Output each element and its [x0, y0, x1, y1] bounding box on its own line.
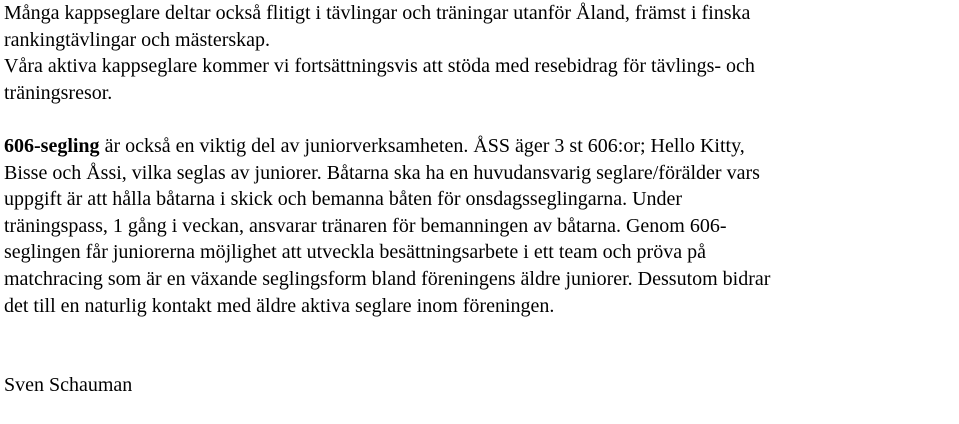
text-line: seglingen får juniorerna möjlighet att utveckla besättningsarbete i ett team och pröva på: [4, 241, 706, 264]
paragraph-spacer: [4, 346, 959, 373]
paragraph-travel-grants: [4, 53, 959, 106]
text-line: [4, 133, 959, 160]
signature: [4, 372, 959, 399]
text-line: Bisse och Åssi, vilka seglas av juniorer. Båtarna ska ha en huvudansvarig seglare/förälder vars: [4, 161, 760, 184]
paragraph-competitions: [4, 0, 959, 53]
text-line: Många kappseglare deltar också flitigt i tävlingar och träningar utanför Åland, främst i finska: [4, 2, 751, 24]
text-line: det till en naturlig kontakt med äldre aktiva seglare inom föreningen.: [4, 294, 555, 317]
text-line: Våra aktiva kappseglare kommer vi fortsättningsvis att stöda med resebidrag för tävlings- och: [4, 55, 755, 78]
document-body: [4, 0, 959, 399]
paragraph-spacer: [4, 319, 959, 346]
text-run: är också en viktig del av juniorverksamheten. ÅSS äger 3 st 606:or; Hello Kitty,: [99, 134, 745, 157]
paragraph-spacer: [4, 106, 959, 133]
signature-name: Sven Schauman: [4, 374, 133, 397]
paragraph-606-sailing: [4, 133, 959, 319]
text-line: träningspass, 1 gång i veckan, ansvarar tränaren för bemanningen av båtarna. Genom 606-: [4, 214, 727, 237]
text-line: rankingtävlingar och mästerskap.: [4, 28, 271, 51]
text-line: matchracing som är en växande seglingsform bland föreningens äldre juniorer. Dessutom bidrar: [4, 267, 771, 290]
bold-term-606-segling: 606-segling: [4, 134, 100, 157]
text-line: träningsresor.: [4, 81, 113, 104]
text-line: uppgift är att hålla båtarna i skick och bemanna båten för onsdagsseglingarna. Under: [4, 188, 683, 211]
